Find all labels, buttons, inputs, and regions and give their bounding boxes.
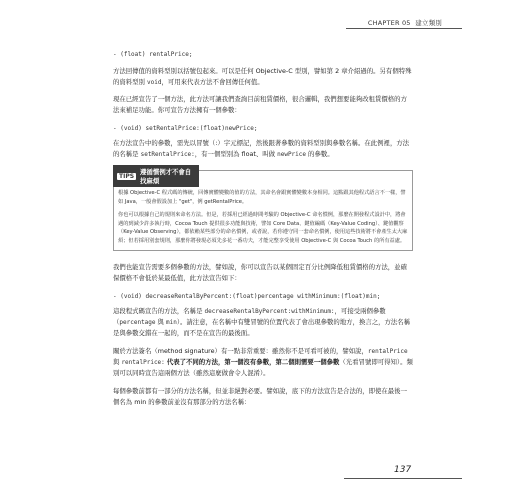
page-body	[113, 45, 413, 408]
tips-badge: TIPS	[119, 172, 135, 180]
chapter-title: 建立類別	[415, 19, 442, 27]
tips-box	[113, 170, 413, 251]
footer-rule	[344, 478, 462, 479]
running-header	[368, 18, 442, 27]
body-paragraph: 現在已經宣告了一個方法，此方法可讓我們查詢目前租賃價格，很合邏輯，我們想要能夠改租賃價格的方法來補足功能。你可宣告方法擁有一個參數：	[113, 95, 407, 114]
tips-header	[113, 165, 199, 187]
body-paragraph: 方法回傳值的資料型別以括號包起來。可以是任何 Objective-C 型別，譬如第 2 章介紹過的。另有個特殊的資料型別 void，可用來代表方法不會回傳任何值。	[113, 67, 412, 86]
code-line: - (void) decreaseRentalByPercent:(float)percentage withMinimum:(float)min;	[113, 292, 381, 300]
page-number: 137	[394, 465, 412, 475]
body-paragraph: 我們也能宣告需要多個參數的方法，譬如說，你可以宣告以某個固定百分比例降低租賃價格的方法，並確保價格不會低於某最低值，此方法宣告如下：	[113, 262, 407, 282]
body-paragraph: 關於方法簽名（method signature）有一點非常重要：雖然你不是可看可被的，譬如說，rentalPrice 與 rentalPrice: 代表了不同的方法，第一個沒有參數，第二個則需要一個參數（光看冒號即可得知）。類別可以同時宣告這兩個方法（雖然這麼做會令人混淆）。	[113, 346, 413, 377]
tips-paragraph: 根據 Objective-C 程式碼的傳統，回傳實體變數的值的方法，其命名會跟實體變數本身相同。這點跟其他程式語言不一樣，譬如 Java，一般會假設加上 "get"，例 getRentalPrice。	[118, 190, 406, 205]
body-paragraph: 這段程式碼宣告的方法，名稱是 decreaseRentalByPercent:withMinimum:，可接受兩個參數（percentage 與 min）。請注意，在名稱中有雙冒號的位置代表了會出現參數的地方，換言之，方法名稱是與參數交錯在一起的，而不是在宣告的最後面。	[113, 306, 411, 337]
tips-title: 遵循慣例才不會自找麻煩	[140, 168, 192, 185]
code-line: - (float) rentalPrice;	[113, 51, 193, 58]
body-paragraph: 每個參數前都有一部分的方法名稱，但並非絕對必要。譬如說，底下的方法宣告是合法的，即使在最後一個名為 min 的參數前並沒有那部分的方法名稱：	[113, 386, 407, 406]
body-paragraph: 在方法宣告中的參數，需先以冒號（:）字元標記，然後跟著參數的資料型別與參數名稱。在此例裡，方法的名稱是 setRentalPrice:，有一個型別為 float、叫做 newPrice 的參數。	[113, 139, 410, 158]
header-rule	[346, 28, 462, 29]
chapter-label: CHAPTER 05	[367, 19, 411, 27]
code-line: - (void) setRentalPrice:(float)newPrice;	[113, 125, 258, 132]
tips-paragraph: 你也可以根據自己的規則來命名方法。但是，若採用已經過時間考驗的 Objective-C 命名慣例，那麼在開發程式設計中，將會遇的到減少許多執行時，Cocoa Touch 提供很多功能與技術，譬如 Core Data、鍵值編碼（Key-Value Coding）、鍵值觀察（Key-Value Observing），都依賴某些部分的命名慣例，或者說，若你遵守同一套命名慣例，使用這些技術將不會產生太大麻煩；但若採用別套規則，那麼你將發現必須先多花一番功夫，才能完整享受使用 Objective-C 與 Cocoa Touch 的所有益處。	[118, 212, 408, 244]
